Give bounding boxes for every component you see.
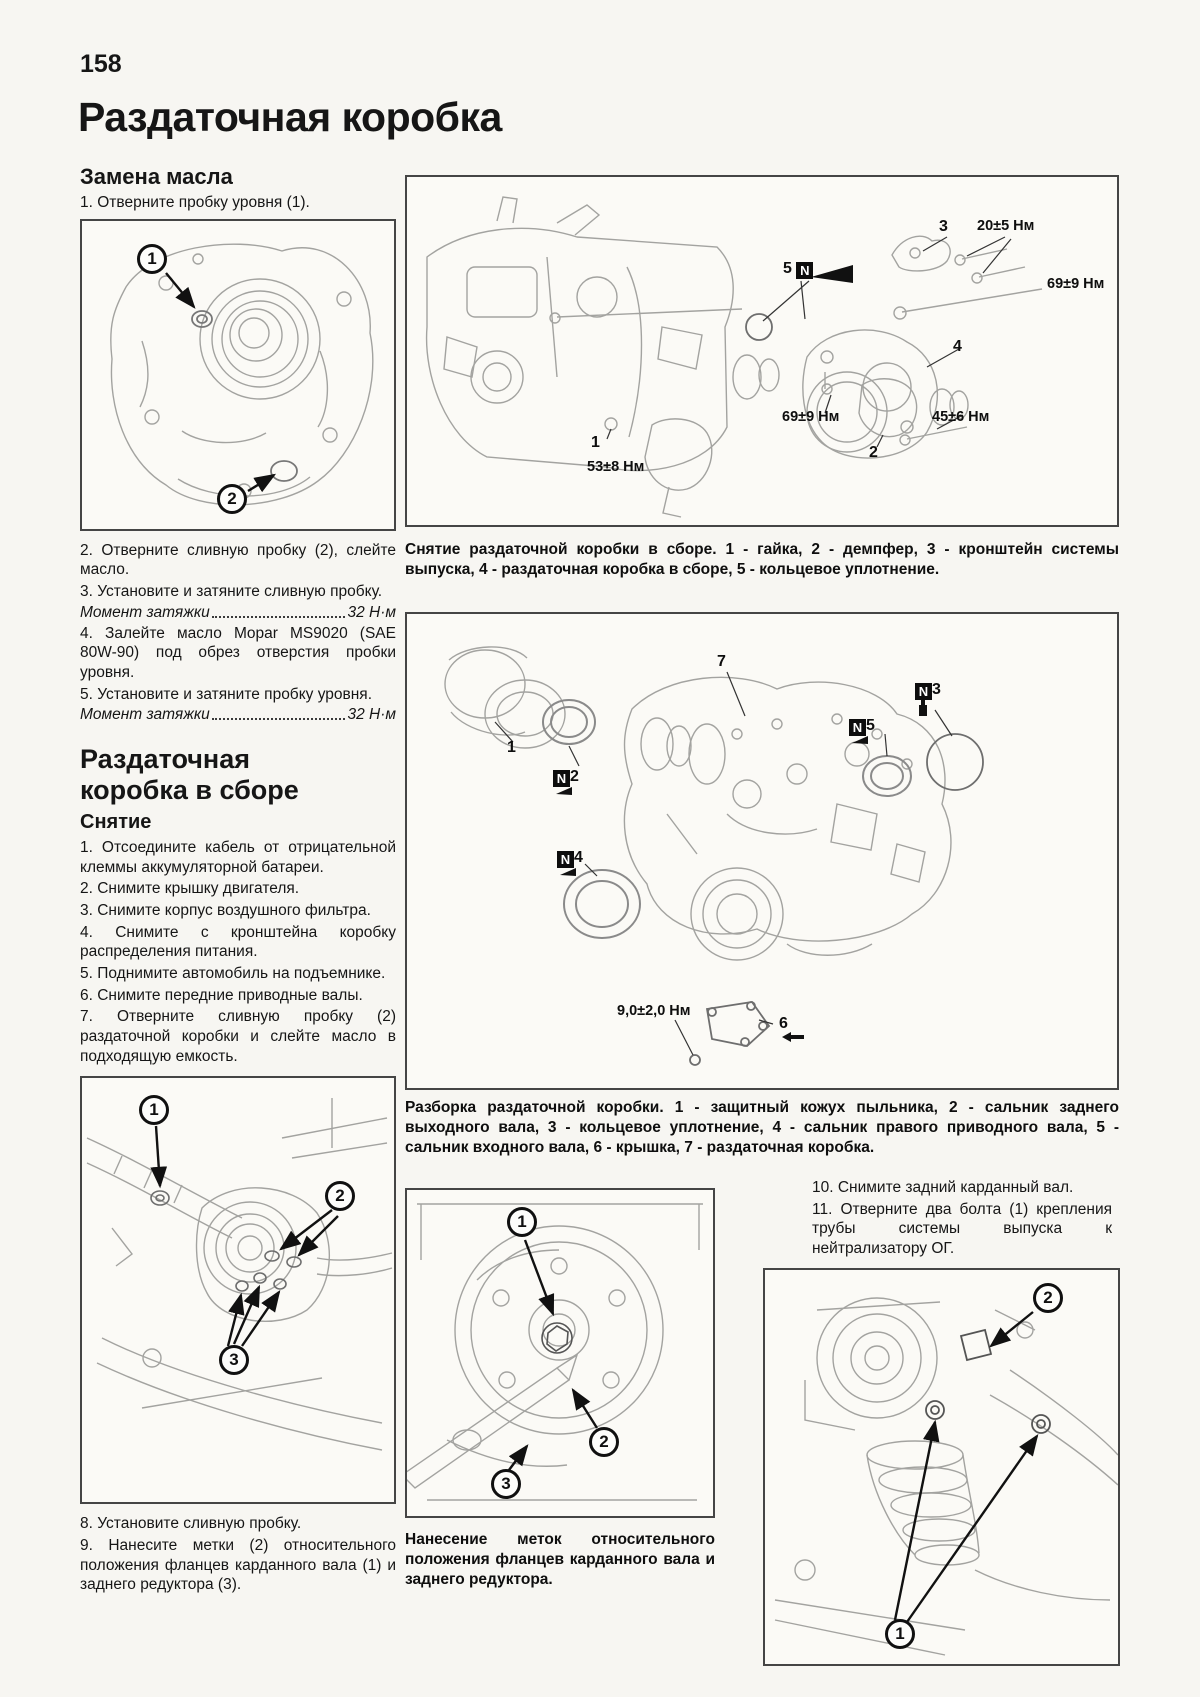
torque-value: 32 Н·м (347, 706, 396, 724)
torque-label-bolts-left: 69±9 Нм (782, 409, 840, 425)
callout-1: 1 (507, 1207, 537, 1237)
note-box-icon: N (553, 770, 570, 787)
torque-label-damper: 45±6 Нм (932, 409, 990, 425)
figure-caption-marks: Нанесение меток относительного положения фланцев карданного вала и заднего редуктора. (405, 1531, 715, 1589)
steps-10-11 (812, 1178, 1112, 1261)
callout-1: 1 (139, 1095, 169, 1125)
callout-2: 2 (589, 1427, 619, 1457)
flange-marking-drawing (407, 1190, 713, 1516)
note-label-n4 (557, 850, 583, 877)
part-label-7: 7 (717, 653, 726, 670)
note-box-icon: N (796, 262, 813, 279)
step-item: 5. Установите и затяните пробку уровня. (80, 685, 373, 703)
transfer-case-front-drawing (82, 221, 394, 529)
torque-label-nut: 53±8 Нм (587, 459, 645, 475)
sealant-bottle-icon (918, 700, 928, 716)
step-item: 10. Снимите задний карданный вал. (812, 1179, 1074, 1196)
callout-2: 2 (1033, 1283, 1063, 1313)
figure-drain-plug-marks (80, 1076, 396, 1504)
callout-2: 2 (217, 484, 247, 514)
note-number: 5 (866, 717, 875, 734)
figure-disassembly-exploded (405, 612, 1119, 1090)
page-title: Раздаточная коробка (78, 94, 502, 140)
heading-line: Раздаточная (80, 744, 251, 775)
figure-flange-marks (405, 1188, 715, 1518)
torque-label-cover: 9,0±2,0 Нм (617, 1003, 691, 1019)
step-item: 3. Установите и затяните сливную пробку. (80, 583, 383, 601)
leader-dots (212, 616, 346, 618)
note-box-icon: N (849, 719, 866, 736)
callout-1: 1 (885, 1619, 915, 1649)
figure-removal-exploded (405, 175, 1119, 527)
step-item: 11. Отверните два болта (1) крепления трубы системы выпуска к нейтрализатору ОГ. (812, 1200, 1112, 1258)
step-item: 2. Отверните сливную пробку (2), слейте масло. (80, 541, 396, 579)
note-label-n3 (915, 682, 941, 716)
grease-dab-icon (852, 736, 868, 745)
step-item: 1. Отсоедините кабель от отрицательной клеммы аккумуляторной батареи. (80, 838, 396, 876)
step-item: 6. Снимите передние приводные валы. (80, 986, 363, 1004)
callout-3: 3 (219, 1345, 249, 1375)
note-label-n5 (849, 718, 875, 745)
torque-label-bracket: 20±5 Нм (977, 218, 1035, 234)
step-item: 2. Снимите крышку двигателя. (80, 880, 300, 898)
note-box-icon: N (915, 683, 932, 700)
bolt-icon (782, 1032, 804, 1042)
figure-oil-level-plug (80, 219, 396, 531)
underbody-drawing (82, 1078, 394, 1502)
exhaust-mount-drawing (765, 1270, 1118, 1664)
part-number: 6 (779, 1015, 788, 1032)
note-number: 2 (570, 768, 579, 785)
torque-label: Момент затяжки (80, 706, 210, 724)
callout-3: 3 (491, 1469, 521, 1499)
figure-caption-disassembly: Разборка раздаточной коробки. 1 - защитный кожух пыльника, 2 - сальник заднего выходного вала, 3 - кольцевое уплотнение, 4 - сальник правого приводного вала, 5 - сальник входного вала, 6 - крышка, 7 - раздаточная коробка. (405, 1099, 1119, 1157)
step-item: 1. Отверните пробку уровня (1). (80, 194, 310, 212)
part-label-5 (783, 261, 813, 279)
page-number: 158 (80, 50, 122, 78)
torque-label-bolts-right: 69±9 Нм (1047, 276, 1105, 292)
note-number: 3 (932, 681, 941, 698)
step-item: 7. Отверните сливную пробку (2) раздаточной коробки и слейте масло в подходящую емкость. (80, 1008, 396, 1065)
left-column (80, 165, 396, 1597)
torque-value: 32 Н·м (347, 603, 396, 621)
step-item: 8. Установите сливную пробку. (80, 1515, 302, 1533)
step-item: 9. Нанесите метки (2) относительного положения фланцев карданного вала (1) и заднего редуктора (3). (80, 1537, 396, 1594)
figure-caption-removal: Снятие раздаточной коробки в сборе. 1 - гайка, 2 - демпфер, 3 - кронштейн системы выпуска, 4 - раздаточная коробка в сборе, 5 - кольцевое уплотнение. (405, 541, 1119, 579)
section-heading-oil-change: Замена масла (80, 164, 233, 189)
torque-spec (80, 604, 396, 622)
note-label-n2 (553, 769, 579, 796)
part-label-6 (779, 1016, 804, 1042)
part-label-1: 1 (507, 739, 516, 756)
note-number: 4 (574, 849, 583, 866)
step-item: 4. Залейте масло Mopar MS9020 (SAE 80W-90) под обрез отверстия пробки уровня. (80, 624, 396, 682)
part-label-1: 1 (591, 434, 600, 451)
part-label-2: 2 (869, 444, 878, 461)
note-box-icon: N (557, 851, 574, 868)
step-item: 5. Поднимите автомобиль на подъемнике. (80, 964, 386, 982)
heading-line: коробка в сборе (80, 774, 299, 805)
torque-label: Момент затяжки (80, 603, 210, 621)
step-item: 4. Снимите с кронштейна коробку распределения питания. (80, 923, 396, 961)
step-item: 3. Снимите корпус воздушного фильтра. (80, 901, 371, 919)
part-number: 5 (783, 260, 792, 277)
disassembly-exploded-drawing (407, 614, 1117, 1088)
subsection-heading-removal: Снятие (80, 810, 152, 833)
part-label-3: 3 (939, 218, 948, 235)
leader-dots (212, 718, 346, 720)
section-heading-transfer-case (80, 744, 396, 804)
callout-1: 1 (137, 244, 167, 274)
torque-spec (80, 706, 396, 724)
grease-dab-icon (556, 787, 572, 796)
grease-dab-icon (560, 868, 576, 877)
part-label-4: 4 (953, 338, 962, 355)
callout-2: 2 (325, 1181, 355, 1211)
figure-exhaust-bolts (763, 1268, 1120, 1666)
